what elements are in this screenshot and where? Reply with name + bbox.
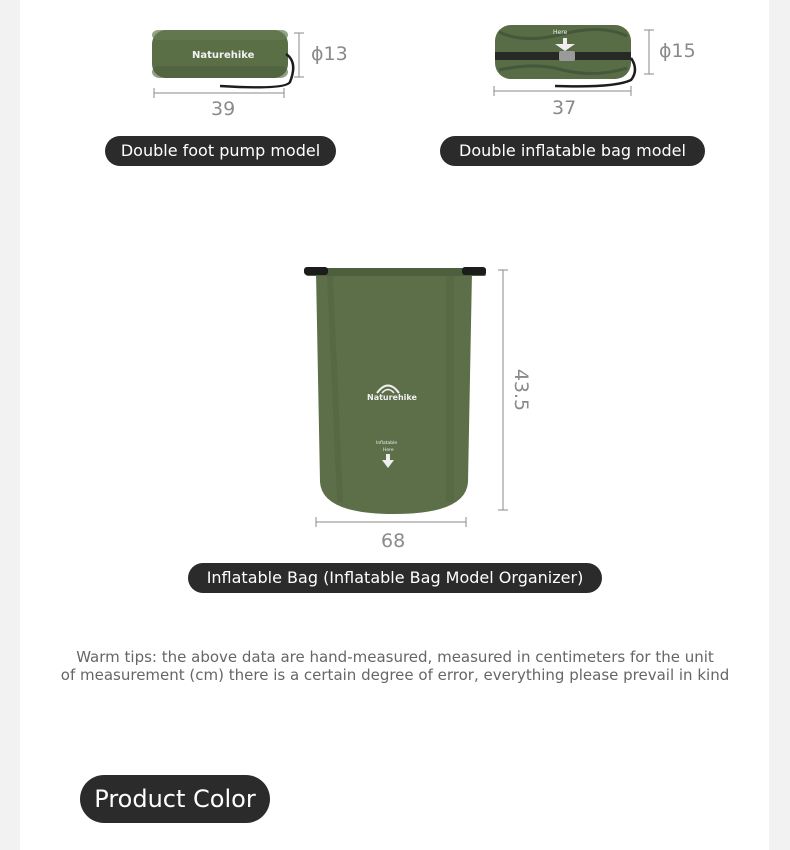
height-dimension-line (640, 26, 660, 78)
inflatable-bag-model-label: Double inflatable bag model (440, 136, 705, 166)
warm-tips-line-2: of measurement (cm) there is a certain degree of error, everything please prevail in kind (60, 666, 730, 684)
length-label: 37 (552, 97, 577, 119)
length-label: 39 (211, 98, 236, 120)
bag-brand-print: Naturehike (367, 393, 417, 402)
diameter-label: ϕ13 (311, 43, 348, 65)
bag-height-label: 43.5 (510, 368, 532, 412)
inflatable-bag-image (300, 262, 492, 520)
inflate-print-2: Here (383, 448, 394, 453)
inflate-print-1: Inflatable (376, 441, 398, 446)
brand-print: Naturehike (192, 50, 255, 61)
inflatable-bag-organizer-label: Inflatable Bag (Inflatable Bag Model Organizer) (188, 563, 602, 593)
warm-tips-line-1: Warm tips: the above data are hand-measured, measured in centimeters for the unit (76, 648, 714, 666)
bag-width-dimension-line (312, 515, 472, 529)
diameter-label: ϕ15 (659, 40, 696, 62)
length-dimension-line (490, 84, 635, 98)
product-color-heading: Product Color (80, 775, 270, 823)
foot-pump-model-label: Double foot pump model (105, 136, 336, 166)
inflatable-bag-pad-image (485, 18, 645, 94)
height-dimension-line (290, 28, 310, 80)
tag-print: Here (553, 29, 568, 36)
bag-width-label: 68 (381, 530, 406, 552)
